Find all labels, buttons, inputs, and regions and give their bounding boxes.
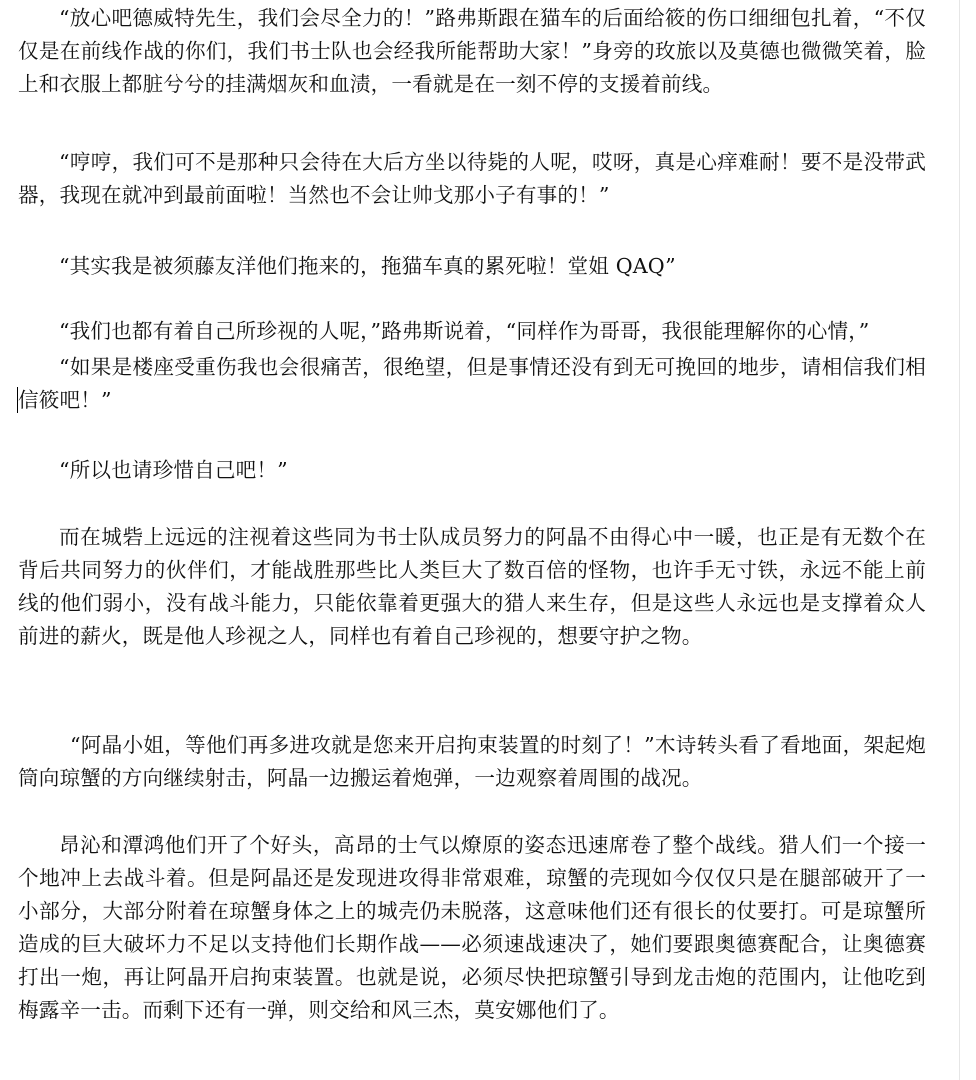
paragraph-8: “阿晶小姐，等他们再多进攻就是您来开启拘束装置的时刻了！”木诗转头看了看地面，架起炮筒向琼蟹的方向继续射击，阿晶一边搬运着炮弹，一边观察着周围的战况。: [18, 733, 926, 790]
paragraph-7: 而在城砦上远远的注视着这些同为书士队成员努力的阿晶不由得心中一暖，也正是有无数个在背后共同努力的伙伴们，才能战胜那些比人类巨大了数百倍的怪物，也许手无寸铁，永远不能上前线的他们弱小，没有战斗能力，只能依靠着更强大的猎人来生存，但是这些人永远也是支撑着众人前进的薪火，既是他人珍视之人，同样也有着自己珍视的，想要守护之物。: [18, 525, 926, 648]
paragraph-2: “哼哼，我们可不是那种只会待在大后方坐以待毙的人呢，哎呀，真是心痒难耐！要不是没带武器，我现在就冲到最前面啦！当然也不会让帅戈那小子有事的！”: [18, 150, 926, 207]
text-cursor: [17, 387, 18, 413]
paragraph-3: “其实我是被须藤友洋他们拖来的，拖猫车真的累死啦！堂姐 QAQ”: [59, 254, 676, 278]
paragraph-6: “所以也请珍惜自己吧！”: [59, 458, 288, 482]
page-right-margin: [959, 0, 976, 1080]
paragraph-9: 昂沁和潭鸿他们开了个好头，高昂的士气以燎原的姿态迅速席卷了整个战线。猎人们一个接一个地冲上去战斗着。但是阿晶还是发现进攻得非常艰难，琼蟹的壳现如今仅仅只是在腿部破开了一小部分，大部分附着在琼蟹身体之上的城壳仍未脱落，这意味他们还有很长的仗要打。可是琼蟹所造成的巨大破坏力不足以支持他们长期作战——必须速战速决了，她们要跟奥德赛配合，让奥德赛打出一炮，再让阿晶开启拘束装置。也就是说，必须尽快把琼蟹引导到龙击炮的范围内，让他吃到梅露辛一击。而剩下还有一弹，则交给和风三杰，莫安娜他们了。: [18, 833, 926, 1022]
paragraph-5: “如果是楼座受重伤我也会很痛苦，很绝望，但是事情还没有到无可挽回的地步，请相信我们相信筱吧！”: [18, 355, 926, 412]
paragraph-4: “我们也都有着自己所珍视的人呢，”路弗斯说着，“同样作为哥哥，我很能理解你的心情，”: [59, 319, 870, 343]
paragraph-1: “放心吧德威特先生，我们会尽全力的！”路弗斯跟在猫车的后面给筱的伤口细细包扎着，“不仅仅是在前线作战的你们，我们书士队也会经我所能帮助大家！”身旁的玫旅以及莫德也微微笑着，脸上和衣服上都脏兮兮的挂满烟灰和血渍，一看就是在一刻不停的支援着前线。: [18, 6, 926, 96]
